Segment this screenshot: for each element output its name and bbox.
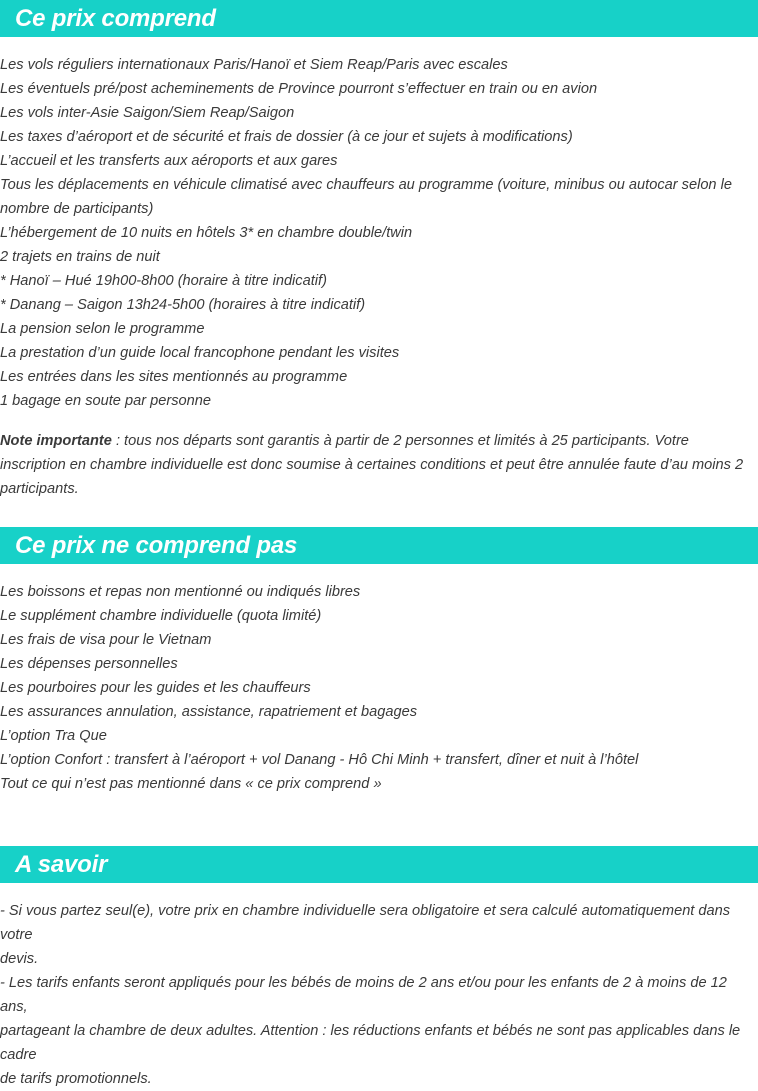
- list-item: Les assurances annulation, assistance, rapatriement et bagages: [0, 704, 417, 720]
- included-title: Ce prix comprend: [15, 5, 216, 32]
- excluded-section: [0, 527, 758, 796]
- included-section: [0, 0, 758, 501]
- list-item: L’option Tra Que: [0, 728, 107, 744]
- list-item: devis.: [0, 951, 39, 967]
- list-item: Les frais de visa pour le Vietnam: [0, 632, 212, 648]
- excluded-header: [0, 527, 758, 564]
- to-know-list: [0, 899, 758, 1091]
- list-item: Les vols inter-Asie Saigon/Siem Reap/Saigon: [0, 105, 295, 121]
- list-item: partageant la chambre de deux adultes. Attention : les réductions enfants et bébés ne sont pas applicables dans le cadre: [0, 1023, 741, 1063]
- to-know-header: [0, 846, 758, 883]
- included-list: [0, 53, 758, 413]
- excluded-list: [0, 580, 758, 796]
- list-item: Tout ce qui n’est pas mentionné dans « ce prix comprend »: [0, 776, 382, 792]
- list-item: La pension selon le programme: [0, 321, 205, 337]
- list-item: Les éventuels pré/post acheminements de Province pourront s’effectuer en train ou en avion: [0, 81, 598, 97]
- to-know-section: [0, 846, 758, 1091]
- list-item: Tous les déplacements en véhicule climatisé avec chauffeurs au programme (voiture, minibus ou autocar selon le: [0, 177, 732, 193]
- list-item: * Hanoï – Hué 19h00-8h00 (horaire à titre indicatif): [0, 273, 327, 289]
- list-item: L’option Confort : transfert à l’aéroport + vol Danang - Hô Chi Minh + transfert, dîner et nuit à l’hôtel: [0, 752, 639, 768]
- list-item: L’accueil et les transferts aux aéroports et aux gares: [0, 153, 338, 169]
- list-item: Les entrées dans les sites mentionnés au programme: [0, 369, 348, 385]
- list-item: - Les tarifs enfants seront appliqués pour les bébés de moins de 2 ans et/ou pour les enfants de 2 à moins de 12 ans,: [0, 975, 727, 1015]
- excluded-title: Ce prix ne comprend pas: [15, 532, 298, 559]
- to-know-title: A savoir: [15, 851, 108, 878]
- list-item: de tarifs promotionnels.: [0, 1071, 152, 1087]
- included-header: [0, 0, 758, 37]
- list-item: L’hébergement de 10 nuits en hôtels 3* en chambre double/twin: [0, 225, 413, 241]
- important-note-label: Note importante: [0, 433, 112, 449]
- list-item: Les taxes d’aéroport et de sécurité et frais de dossier (à ce jour et sujets à modifications): [0, 129, 573, 145]
- list-item: Le supplément chambre individuelle (quota limité): [0, 608, 322, 624]
- important-note-text: : tous nos départs sont garantis à partir de 2 personnes et limités à 25 participants. Votre inscription en chambre individuelle est donc soumise à certaines conditions et peut être annulée faute d’au moins 2 participants.: [0, 433, 744, 497]
- list-item: - Si vous partez seul(e), votre prix en chambre individuelle sera obligatoire et sera calculé automatiquement dans votre: [0, 903, 731, 943]
- list-item: Les dépenses personnelles: [0, 656, 178, 672]
- list-item: 2 trajets en trains de nuit: [0, 249, 160, 265]
- list-item: Les pourboires pour les guides et les chauffeurs: [0, 680, 311, 696]
- list-item: 1 bagage en soute par personne: [0, 393, 211, 409]
- important-note: [0, 429, 758, 501]
- list-item: La prestation d’un guide local francophone pendant les visites: [0, 345, 400, 361]
- list-item: nombre de participants): [0, 201, 154, 217]
- list-item: Les boissons et repas non mentionné ou indiqués libres: [0, 584, 361, 600]
- list-item: * Danang – Saigon 13h24-5h00 (horaires à titre indicatif): [0, 297, 366, 313]
- list-item: Les vols réguliers internationaux Paris/Hanoï et Siem Reap/Paris avec escales: [0, 57, 508, 73]
